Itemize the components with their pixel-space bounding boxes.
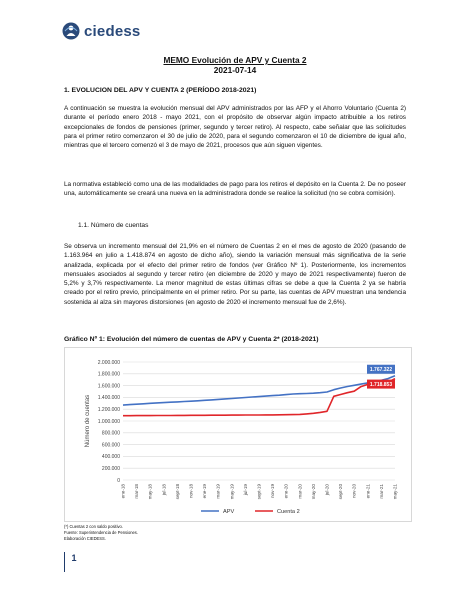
x-tick-label: jul-20 [324,484,330,496]
x-tick-label: mar-19 [215,484,221,499]
legend-label: Cuenta 2 [277,509,300,515]
section-heading: 1. EVOLUCION DEL APV Y CUENTA 2 (PERÍODO 2018-2021) [64,87,257,94]
x-tick-label: mar-20 [297,484,303,499]
subsection-heading: 1.1. Número de cuentas [78,222,149,229]
logo-mark-icon [62,22,80,40]
y-tick-label: 1.000.000 [97,418,120,425]
x-tick-label: may-18 [147,484,153,500]
chart-container [64,347,412,522]
x-tick-label: ene-18 [120,484,126,499]
x-tick-label: may-20 [310,484,316,500]
memo-title: MEMO Evolución de APV y Cuenta 2 [163,55,307,65]
x-tick-label: sept-19 [256,484,262,500]
y-axis-title: Número de cuentas [85,394,91,448]
note-line: Fuente: Superintendencia de Pensiones. [64,530,138,536]
x-tick-label: may-19 [229,484,235,500]
x-tick-label: ene-20 [283,484,289,499]
x-tick-label: nov-20 [351,484,357,499]
note-line: Elaboración CIEDESS. [64,536,106,542]
y-tick-label: 400.000 [101,454,120,461]
y-tick-label: 1.200.000 [97,407,120,413]
y-tick-label: 1.400.000 [97,395,120,402]
line-chart [65,348,411,521]
x-tick-label: ene-19 [202,484,208,499]
y-tick-label: 200.000 [101,466,120,472]
legend-label: APV [223,509,235,515]
end-value-label: 1.767.322 [369,367,393,374]
x-tick-label: may-21 [392,484,398,500]
end-value-label: 1.718.853 [369,381,393,388]
paragraph-numero-cuentas: Se observa un incremento mensual del 21,9% en el número de Cuentas 2 en el mes de agosto de 2020 (pasando de 1.163.964 en julio a 1.418.874 en agosto de dicho año), siendo la variación mensual más significativa de la serie analizada, explicada por el efecto del primer retiro de fondos (ver Gráfico Nº 1). Posteriormente, los incrementos mensuales asociados al segundo y tercer retiro (en diciembre de 2020 y mayo de 2021 respectivamente) fueron de 5,2% y 3,7% respectivamente. La menor magnitud de estas últimas cifras se debe a que la Cuenta 2 ya se habría creado por el retiro previo, principalmente en el primer retiro. Por su parte, las cuentas de APV muestran una tendencia sostenida al alza sin mayores distorsiones (en agosto de 2020 el incremento mensual fue de 2,6%). [64,243,406,306]
note-line: (*) Cuentas 2 con saldo positivo. [64,524,123,529]
x-tick-label: sept-20 [338,484,344,500]
x-tick-label: mar-21 [378,484,384,499]
page-number-box [64,552,84,572]
paragraph-normativa: La normativa estableció como una de las modalidades de pago para los retiros el depósito en la Cuenta 2. De no poseer una, automáticamente se creará una nueva en la administradora donde se realice la solicitud (no se cobra comisión). [64,181,406,198]
y-tick-label: 800.000 [101,430,120,437]
x-tick-label: ene-21 [365,484,371,499]
page-number: 1 [71,553,77,563]
logo-text: ciedess [84,23,141,40]
x-tick-label: mar-18 [134,484,140,499]
memo-date: 2021-07-14 [213,65,257,75]
x-tick-label: sept-18 [174,484,180,500]
x-tick-label: nov-19 [270,484,276,499]
y-tick-label: 600.000 [101,442,120,449]
y-tick-label: 1.800.000 [97,371,120,378]
x-tick-label: jul-19 [242,484,248,496]
y-tick-label: 0 [117,477,120,484]
y-tick-label: 1.600.000 [97,383,120,390]
x-tick-label: jul-18 [161,484,167,496]
y-tick-label: 2.000.000 [97,359,120,366]
figure-notes [64,524,138,543]
figure-title: Gráfico Nº 1: Evolución del número de cuentas de APV y Cuenta 2* (2018-2021) [64,336,319,343]
x-tick-label: nov-18 [188,484,194,499]
ciedess-logo [62,22,152,42]
paragraph-intro: A continuación se muestra la evolución mensual del APV administrados por las AFP y el Ahorro Voluntario (Cuenta 2) durante el período enero 2018 - mayo 2021, con el propósito de observar algún impacto atribuible a los retiros excepcionales de fondos de pensiones (primer, segundo y tercer retiro). Al respecto, cabe señalar que las solicitudes para el primer retiro comenzaron el 30 de julio de 2020, para el segundo comenzaron el 10 de diciembre de igual año, mientras que el tercero comenzó el 3 de mayo de 2021, procesos que aún siguen vigentes. [64,105,406,150]
